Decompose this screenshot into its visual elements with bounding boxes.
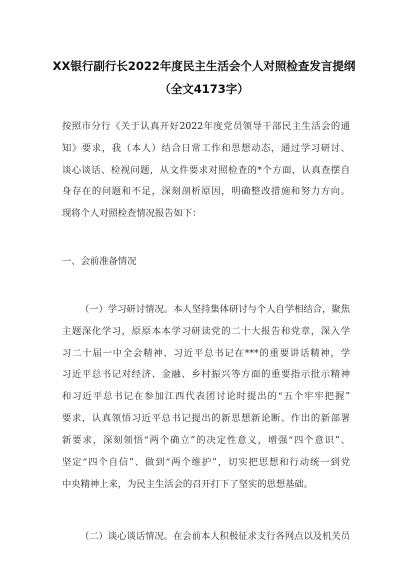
para1-line-8: 坚定“四个自信”、做到“两个维护”，切实把思想和行动统一到党 bbox=[62, 457, 350, 468]
intro-line-2: 知》要求，我（本人）结合日常工作和思想动态，通过学习研讨、 bbox=[62, 143, 350, 154]
word-count-subtitle: （全文4173字） bbox=[159, 82, 249, 96]
para1-line-2: 主题深化学习，原原本本学习研读党的二十大报告和党章，深入学 bbox=[62, 326, 350, 337]
para1-line-4: 习近平总书记对经济、金融、乡村振兴等方面的重要指示批示精神 bbox=[62, 369, 350, 380]
para1-line-1: （一）学习研讨情况。本人坚持集体研讨与个人自学相结合，聚焦 bbox=[80, 304, 350, 315]
para1-line-9: 中央精神上来，为民主生活会的召开打下了坚实的思想基础。 bbox=[62, 479, 314, 490]
intro-line-4: 身存在的问题和不足，深刻剖析原因，明确整改措施和努力方向。 bbox=[62, 186, 350, 197]
intro-line-5: 现将个人对照检查情况报告如下： bbox=[62, 208, 202, 219]
intro-line-1: 按照市分行《关于认真开好2022年度党员领导干部民主生活会的通 bbox=[62, 121, 350, 132]
para1-line-6: 要求，认真领悟习近平总书记提出的新思想新论断、作出的新部署 bbox=[62, 413, 350, 424]
intro-line-3: 谈心谈话、检视问题，从文件要求对照检查的*个方面，认真查摆自 bbox=[62, 165, 350, 176]
para1-line-7: 新要求，深刻领悟“两个确立”的决定性意义，增强“四个意识”、 bbox=[62, 435, 350, 446]
para1-line-3: 习二十届一中全会精神、习近平总书记在***的重要讲话精神，学 bbox=[62, 348, 350, 359]
para2-line-1: （二）谈心谈话情况。在会前本人积极征求支行各网点以及机关员 bbox=[80, 531, 350, 542]
section-heading: 一、会前准备情况 bbox=[62, 256, 137, 267]
para1-line-5: 和习近平总书记在参加江西代表团讨论时提出的“五个牢牢把握” bbox=[62, 391, 350, 402]
document-title: XX银行副行长2022年度民主生活会个人对照检查发言提纲 bbox=[52, 59, 356, 73]
